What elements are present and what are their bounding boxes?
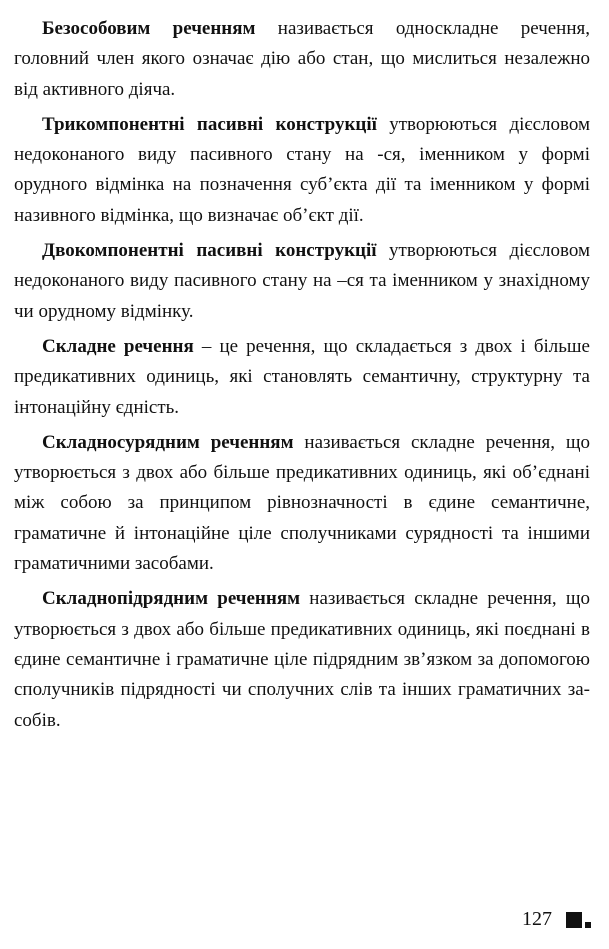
square-marker-icon: [566, 912, 591, 928]
paragraph-text: називається складне речення, що утворюється з двох або більше предикативних одиниць, які об’єднані між собою за принципом рівнозначності в єдине семантичне, граматичне й інтонаційне ціле сполучниками сурядності та іншими граматичними засобами.: [14, 431, 590, 575]
paragraph-2: [14, 110, 590, 231]
paragraph-term: Безособовим реченням: [42, 18, 256, 39]
page-number: 127: [522, 908, 552, 930]
paragraph-6: [14, 584, 590, 735]
page-footer: [522, 908, 591, 931]
paragraph-text: утворюються дієсловом недоконаного виду пасивного стану на –ся та іменником у знахідному чи орудному відмінку.: [14, 240, 590, 322]
paragraph-text: називається складне речення, що утворюється з двох або більше предикативних одиниць, які поєднані в єдине семантичне і граматичне ціле підрядним зв’язком за допомогою сполучників підрядності чи сполучних слів та інших граматичних засобів.: [14, 588, 590, 731]
paragraph-term: Трикомпонентні пасивні конструкції: [42, 113, 377, 135]
paragraph-term: Складне речення: [42, 335, 194, 357]
paragraph-1: [14, 14, 590, 105]
paragraph-text: – це речення, що складається з двох і більше предикативних одиниць, які становлять семантичну, структурну та інтонаційну єдність.: [14, 335, 590, 418]
paragraph-5: [14, 428, 590, 579]
square-marker-large: [566, 912, 582, 928]
paragraph-text: утворюються дієсловом недоконаного виду пасивного стану на -ся, іменником у формі орудного відмінка на позначення суб’єкта дії та іменником у формі називного відмінка, що визначає об’єкт дії.: [14, 113, 590, 226]
paragraph-term: Складнопідрядним реченням: [42, 588, 301, 610]
paragraph-4: [14, 332, 590, 423]
page-body: [14, 14, 590, 741]
square-marker-small: [585, 922, 591, 928]
paragraph-term: Складносурядним реченням: [42, 431, 294, 453]
paragraph-term: Двокомпонентні пасивні конструкції: [42, 240, 377, 262]
paragraph-text: називається односкладне речення, головний член якого означає дію або стан, що мислиться незалежно від активного діяча.: [14, 18, 591, 100]
paragraph-3: [14, 236, 590, 327]
